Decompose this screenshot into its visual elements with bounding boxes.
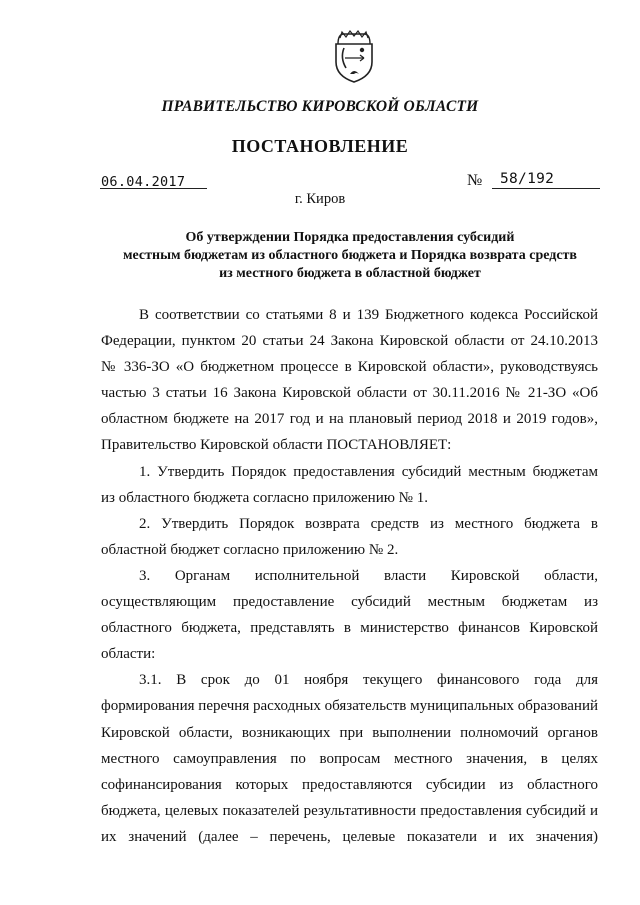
body-line: областной бюджет согласно приложению № 2. [101,541,399,558]
body-line: 1. Утвердить Порядок предоставления субсидий местным бюджетам [139,463,598,480]
subject-line: местным бюджетам из областного бюджета и Порядка возврата средств [122,248,577,263]
body-line: местного самоуправления по вопросам местного значения, в целях [101,750,598,767]
body-line: областного бюджета, представлять в министерство финансов Кировской [101,620,598,637]
number-underline [492,188,600,189]
date-underline [100,188,207,189]
body-line: 3. Органам исполнительной власти Кировской области, [139,567,598,584]
body-line: № 336-ЗО «О бюджетном процессе в Кировской области», руководствуясь [101,359,598,376]
government-name: ПРАВИТЕЛЬСТВО КИРОВСКОЙ ОБЛАСТИ [161,98,479,115]
body-line: Правительство Кировской области ПОСТАНОВЛЯЕТ: [101,437,452,454]
body-line: осуществляющим предоставление субсидий местным бюджетам из [101,594,598,611]
body-line: 3.1. В срок до 01 ноября текущего финансового года для [139,672,598,689]
city: г. Киров [294,191,346,207]
coat-of-arms-icon [332,30,376,84]
body-line: областном бюджете на 2017 год и на плановый период 2018 и 2019 годов», [101,411,598,428]
body-line: области: [101,646,156,663]
body-line: 2. Утвердить Порядок возврата средств из местного бюджета в [139,515,598,532]
body-line: частью 3 статьи 16 Закона Кировской области от 30.11.2016 № 21-ЗО «Об [101,385,598,402]
decree-number: 58/192 [500,171,555,187]
body-line: формирования перечня расходных обязательств муниципальных образований [101,698,598,715]
subject-line: Об утверждении Порядка предоставления субсидий [185,230,515,245]
body-line: бюджета, целевых показателей результативности предоставления субсидий и [101,802,598,819]
document-type: ПОСТАНОВЛЕНИЕ [231,136,409,156]
body-line: В соответствии со статьями 8 и 139 Бюджетного кодекса Российской [139,307,598,323]
decree-body [101,302,598,850]
subject-line: из местного бюджета в областной бюджет [219,266,481,281]
body-line: Федерации, пунктом 20 статьи 24 Закона Кировской области от 24.10.2013 [101,333,598,350]
body-line: Кировской области, возникающих при выполнении полномочий органов [101,724,598,741]
number-label: № [467,172,483,189]
body-line: софинансирования которых предоставляются субсидии из областного [101,776,598,793]
decree-subject [100,229,600,283]
decree-date: 06.04.2017 [101,174,186,190]
body-line: их значений (далее – перечень, целевые показатели и их значения) [101,828,598,845]
body-line: из областного бюджета согласно приложению № 1. [101,489,428,506]
